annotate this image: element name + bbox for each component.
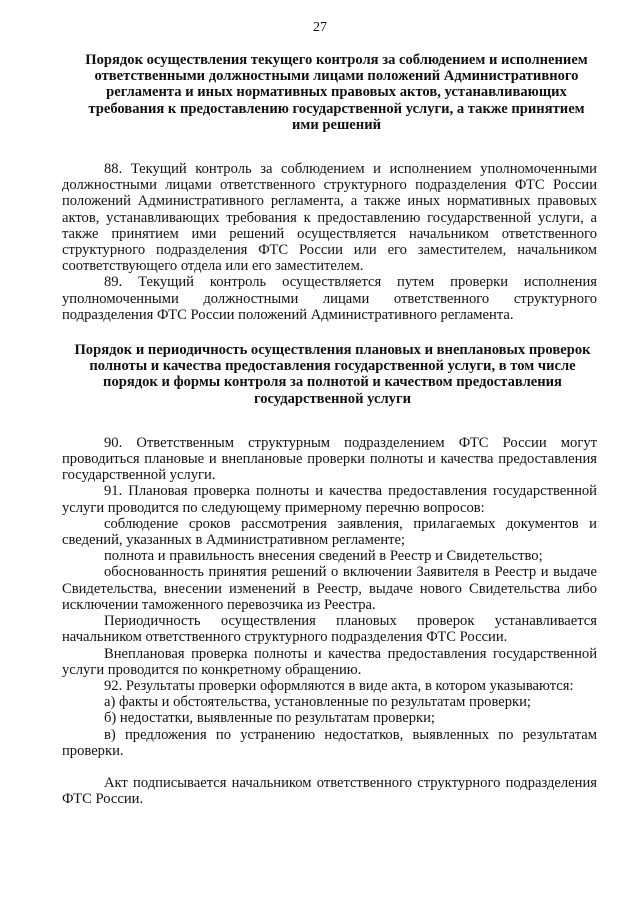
paragraph-91-item-validity: обоснованность принятия решений о включении Заявителя в Реестр и выдаче Свидетельства, внесении изменений в Реестр, выдаче нового Свидетельства либо исключении таможенного перевозчика из Реестра.: [62, 564, 597, 613]
paragraph-91: 91. Плановая проверка полноты и качества предоставления государственной услуги проводится по следующему примерному перечню вопросов:: [62, 483, 597, 516]
paragraph-92: 92. Результаты проверки оформляются в виде акта, в котором указываются:: [104, 677, 574, 694]
paragraph-periodicity: Периодичность осуществления плановых проверок устанавливается начальником ответственного структурного подразделения ФТС России.: [62, 613, 597, 646]
paragraph-91-item-completeness: полнота и правильность внесения сведений в Реестр и Свидетельство;: [104, 548, 543, 565]
paragraph-89: 89. Текущий контроль осуществляется путем проверки исполнения уполномоченными должностными лицами ответственного структурного подразделения ФТС России положений Административного регламента.: [62, 274, 597, 323]
section-heading-inspections: Порядок и периодичность осуществления плановых и внеплановых проверок полноты и качества предоставления государственной услуги, в том числе порядок и формы контроля за полнотой и качеством предоставления государственной услуги: [74, 342, 591, 407]
paragraph-92-item-a: а) факты и обстоятельства, установленные по результатам проверки;: [104, 694, 531, 711]
paragraph-91-item-deadlines: соблюдение сроков рассмотрения заявления, прилагаемых документов и сведений, указанных в Административном регламенте;: [62, 515, 597, 549]
paragraph-act-signature: Акт подписывается начальником ответственного структурного подразделения ФТС России.: [62, 774, 597, 808]
section-body-current-control: [62, 161, 597, 323]
paragraph-90: 90. Ответственным структурным подразделением ФТС России могут проводиться плановые и внеплановые проверки полноты и качества предоставления государственной услуги.: [62, 434, 597, 484]
paragraph-92-item-c: в) предложения по устранению недостатков, выявленных по результатам проверки.: [62, 726, 597, 759]
paragraph-92-item-b: б) недостатки, выявленные по результатам проверки;: [104, 710, 435, 727]
paragraph-88: 88. Текущий контроль за соблюдением и исполнением уполномоченными должностными лицами ответственного структурного подразделения ФТС России положений Административного регламента, а также иных нормативных правовых актов, устанавливающих требования к предоставлению государственной услуги, а также принятием ими решений осуществляется начальником ответственного структурного подразделения ФТС России или его заместителем, начальником соответствующего отдела или его заместителем.: [62, 161, 597, 275]
section-body-inspections: [62, 435, 597, 807]
page-number: 27: [313, 20, 327, 35]
paragraph-unscheduled: Внеплановая проверка полноты и качества предоставления государственной услуги проводится по конкретному обращению.: [62, 645, 597, 678]
section-heading-current-control: Порядок осуществления текущего контроля за соблюдением и исполнением ответственными должностными лицами положений Административного регламента и иных нормативных правовых актов, устанавливающих требования к предоставлению государственной услуги, а также принятием ими решений: [85, 52, 588, 133]
paragraph-spacer: [62, 759, 597, 775]
